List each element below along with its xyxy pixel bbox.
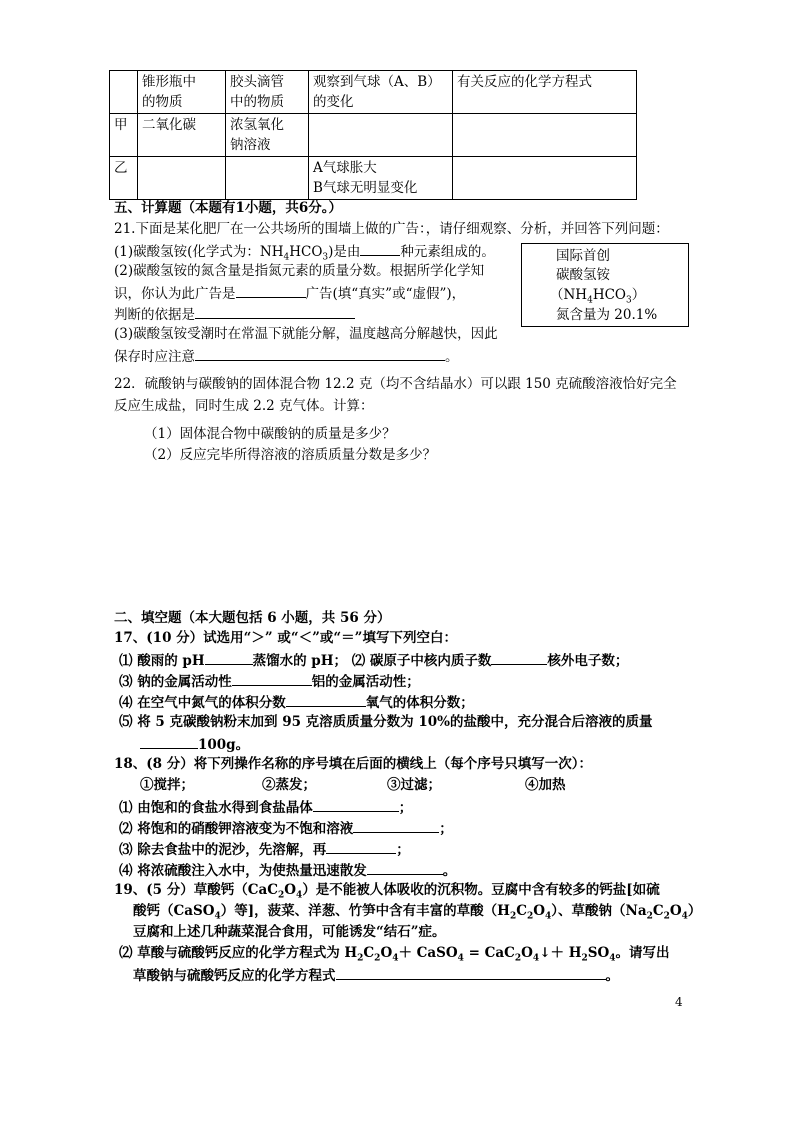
ad-formula: $(NH_4HCO_3)$ <box>550 287 646 306</box>
answer-blank[interactable] <box>360 240 400 256</box>
answer-blank[interactable] <box>205 649 253 665</box>
answer-blank[interactable] <box>195 345 445 361</box>
table-row <box>110 114 637 157</box>
question-21-part2: (2)碳酸氢铵的氮含量是指氮元素的质量分数。根据所学化学知 <box>114 263 485 279</box>
ad-line: 氮含量为 20.1% <box>556 307 658 323</box>
answer-blank[interactable] <box>232 670 312 686</box>
dropper-substance <box>226 157 309 200</box>
question-22: 22．硫酸钠与碳酸钠的固体混合物 12.2 克（均不含结晶水）可以跟 150 克硫酸溶液恰好完全 <box>114 376 677 392</box>
ad-line: 国际首创 <box>556 248 610 264</box>
table-header-cell: 锥形瓶中 的物质 <box>138 71 226 114</box>
dropper-substance: 浓氢氧化 钠溶液 <box>226 114 309 157</box>
section-heading: 二、填空题（本大题包括 6 小题，共 56 分） <box>114 610 391 626</box>
table-row <box>110 157 637 200</box>
option-heat: ④加热 <box>525 777 566 793</box>
table-header-cell: 胶头滴管 中的物质 <box>226 71 309 114</box>
question-17: 17、(10 分）试选用“＞” 或“＜”或“＝”填写下列空白： <box>114 630 457 646</box>
row-label: 乙 <box>110 157 138 200</box>
equation-cell <box>453 157 637 200</box>
question-21-part3-cont: 保存时应注意 。 <box>114 345 459 367</box>
question-22-cont: 反应生成盐，同时生成 2.2 克气体。计算： <box>114 398 374 414</box>
question-17-part5-cont: 100g。 <box>140 733 249 755</box>
question-17-part4: ⑷ 在空气中氮气的体积分数 氧气的体积分数； <box>119 691 474 713</box>
question-21-intro: 21.下面是某化肥厂在一公共场所的围墙上做的广告：，请仔细观察、分析，并回答下列问题： <box>114 221 669 237</box>
answer-blank[interactable] <box>326 838 396 854</box>
option-evaporate: ②蒸发； <box>262 777 316 793</box>
question-19-part2: ⑵ 草酸与硫酸钙反应的化学方程式为 $H_2C_2O_4+$ CaSO$_4$ = $CaC_2O_4↓+ H_2SO_4$。请写出 <box>119 945 670 964</box>
question-19-part2-cont: 草酸钠与硫酸钙反应的化学方程式 。 <box>133 964 619 986</box>
option-stir: ①搅拌； <box>140 777 194 793</box>
answer-blank[interactable] <box>367 859 443 875</box>
equation-cell <box>453 114 637 157</box>
question-17-part1: ⑴ 酸雨的 pH 蒸馏水的 pH； ⑵ 碳原子中核内质子数 核外电子数； <box>119 649 628 671</box>
question-18-part4: ⑷ 将浓硫酸注入水中，为使热量迅速散发 。 <box>119 859 456 881</box>
experiment-table <box>109 70 637 200</box>
question-18-part3: ⑶ 除去食盐中的泥沙，先溶解，再 ； <box>119 838 410 860</box>
answer-blank[interactable] <box>286 691 366 707</box>
question-17-part3: ⑶ 钠的金属活动性 铝的金属活动性； <box>119 670 420 692</box>
option-filter: ③过滤； <box>387 777 441 793</box>
question-22-part1: （1）固体混合物中碳酸钠的质量是多少？ <box>144 426 396 442</box>
answer-blank[interactable] <box>491 649 547 665</box>
advertisement-box <box>521 243 689 327</box>
balloon-change <box>309 114 453 157</box>
ad-line: 碳酸氢铵 <box>556 267 610 283</box>
question-19-cont2: 豆腐和上述几种蔬菜混合食用，可能诱发“结石”症。 <box>133 924 446 940</box>
flask-substance: 二氧化碳 <box>138 114 226 157</box>
answer-blank[interactable] <box>353 817 439 833</box>
answer-blank[interactable] <box>140 733 198 749</box>
question-21-part2-cont: 识，你认为此广告是 广告(填“真实”或“虚假”)， <box>114 282 465 304</box>
question-21-part2-basis: 判断的依据是 <box>114 303 355 325</box>
table-header-cell: 有关反应的化学方程式 <box>453 71 637 114</box>
row-label: 甲 <box>110 114 138 157</box>
answer-blank[interactable] <box>236 282 306 298</box>
page-number: 4 <box>675 995 683 1009</box>
answer-blank[interactable] <box>313 796 399 812</box>
question-21-part3: (3)碳酸氢铵受潮时在常温下就能分解，温度越高分解越快，因此 <box>114 326 498 342</box>
question-19: 19、(5 分）草酸钙$(CaC_2O_4)$是不能被人体吸收的沉积物。豆腐中含有较多的钙盐[如硫 <box>114 882 660 901</box>
answer-blank[interactable] <box>195 303 355 319</box>
question-18: 18、(8 分）将下列操作名称的序号填在后面的横线上（每个序号只填写一次）： <box>114 756 593 772</box>
question-22-part2: （2）反应完毕所得溶液的溶质质量分数是多少？ <box>144 447 437 463</box>
question-19-cont: 酸钙（CaSO$_4$）等]，菠菜、洋葱、竹笋中含有丰富的草酸$(H_2C_2O_4)$、草酸钠$(Na_2C_2O_4)$ <box>133 903 702 922</box>
balloon-change: A气球胀大 B气球无明显变化 <box>309 157 453 200</box>
section-heading: 五、计算题（本题有1小题，共6分。） <box>114 200 343 216</box>
question-21-part1: (1)碳酸氢铵(化学式为：$NH_4HCO_3$)是由 种元素组成的。 <box>114 240 495 268</box>
question-17-part5: ⑸ 将 5 克碳酸钠粉末加到 95 克溶质质量分数为 10%的盐酸中，充分混合后溶液的质量 <box>119 714 653 730</box>
question-18-part2: ⑵ 将饱和的硝酸钾溶液变为不饱和溶液 ； <box>119 817 453 839</box>
table-header-cell <box>110 71 138 114</box>
question-18-part1: ⑴ 由饱和的食盐水得到食盐晶体 ； <box>119 796 412 818</box>
table-header-row <box>110 71 637 114</box>
table-header-cell: 观察到气球（A、B） 的变化 <box>309 71 453 114</box>
answer-blank[interactable] <box>336 964 606 980</box>
flask-substance <box>138 157 226 200</box>
